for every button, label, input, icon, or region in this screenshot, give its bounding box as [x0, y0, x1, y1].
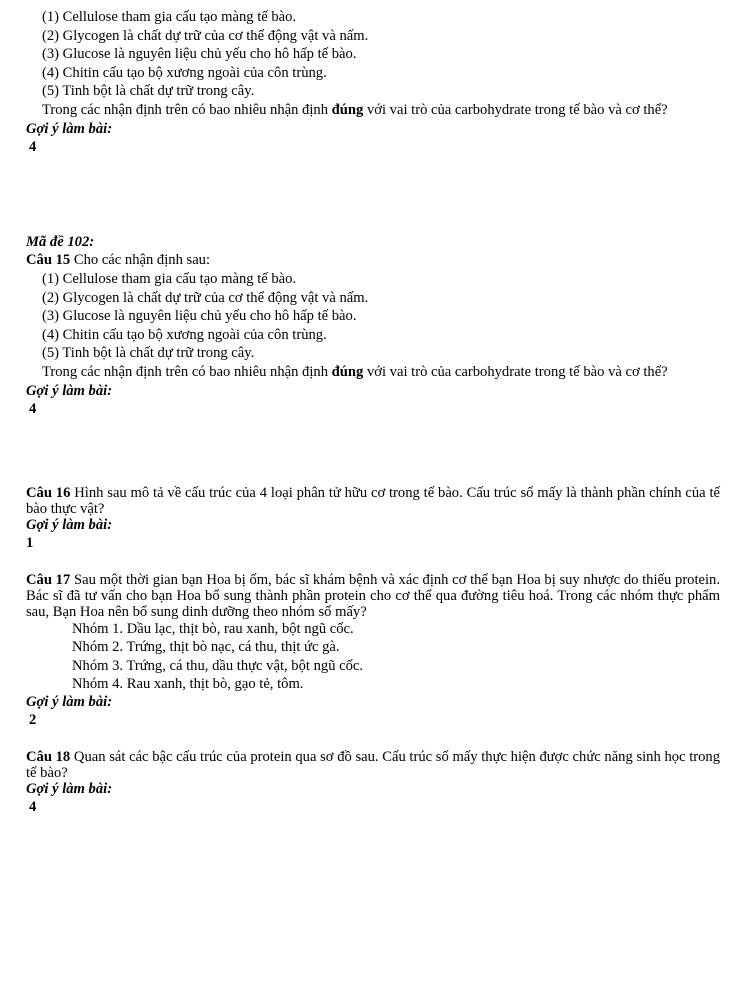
answer-value: 1 [26, 534, 34, 551]
food-group-1: Nhóm 1. Dầu lạc, thịt bò, rau xanh, bột ngũ cốc. [72, 620, 354, 637]
emphasis-correct: đúng [331, 363, 364, 380]
statement-5: (5) Tinh bột là chất dự trữ trong cây. [42, 345, 255, 362]
answer-value: 4 [29, 799, 37, 816]
question-number: Câu 18 [26, 749, 71, 766]
document-page [26, 8, 720, 817]
statement-3: (3) Glucose là nguyên liệu chủ yếu cho hô hấp tế bào. [42, 308, 357, 325]
question-15-block [26, 233, 720, 419]
question-number: Câu 16 [26, 484, 71, 501]
statement-1: (1) Cellulose tham gia cấu tạo màng tế bào. [42, 9, 297, 25]
food-group-2: Nhóm 2. Trứng, thịt bò nạc, cá thu, thịt ức gà. [72, 639, 340, 656]
question-18-block [26, 749, 720, 817]
hint-label: Gợi ý làm bài: [26, 694, 113, 711]
statement-3: (3) Glucose là nguyên liệu chủ yếu cho hô hấp tế bào. [42, 46, 357, 63]
hint-label: Gợi ý làm bài: [26, 781, 113, 798]
statement-4: (4) Chitin cấu tạo bộ xương ngoài của côn trùng. [42, 326, 327, 343]
question-number: Câu 15 [26, 252, 71, 269]
question-16-text: Câu 16 Hình sau mô tả về cấu trúc của 4 loại phân tử hữu cơ trong tế bào. Cấu trúc số mấy là thành phần chính của tế bào thực vật? [26, 484, 720, 517]
answer-value: 4 [29, 401, 37, 418]
food-group-4: Nhóm 4. Rau xanh, thịt bò, gạo tẻ, tôm. [72, 676, 304, 693]
hint-label: Gợi ý làm bài: [26, 120, 113, 137]
statement-5: (5) Tinh bột là chất dự trữ trong cây. [42, 83, 255, 100]
hint-label: Gợi ý làm bài: [26, 382, 113, 399]
hint-label: Gợi ý làm bài: [26, 516, 113, 533]
question-17-text: Câu 17 Sau một thời gian bạn Hoa bị ốm, bác sĩ khám bệnh và xác định cơ thể bạn Hoa bị suy nhược do thiếu protein. Bác sĩ đã tư vấn cho bạn Hoa bổ sung thành phần protein cho cơ thể qua đường tiêu hoá. Trong các nhóm thực phẩm sau, Bạn Hoa nên bổ sung dinh dưỡng theo nhóm số mấy? [26, 571, 721, 620]
question-15-intro: Câu 15 Cho các nhận định sau: [26, 252, 211, 269]
question-block-continued [26, 8, 720, 157]
question-18-text: Câu 18 Quan sát các bậc cấu trúc của protein qua sơ đồ sau. Cấu trúc số mấy thực hiện được chức năng sinh học trong tế bào? [26, 749, 720, 782]
answer-value: 4 [29, 139, 37, 156]
exam-code-label: Mã đề 102: [26, 233, 95, 250]
question-17-block [26, 572, 720, 730]
answer-value: 2 [29, 712, 37, 729]
question-16-block [26, 485, 720, 553]
food-group-3: Nhóm 3. Trứng, cá thu, dầu thực vật, bột ngũ cốc. [72, 657, 364, 674]
statement-4: (4) Chitin cấu tạo bộ xương ngoài của côn trùng. [42, 64, 327, 81]
emphasis-correct: đúng [331, 101, 364, 118]
question-number: Câu 17 [26, 571, 71, 588]
statement-2: (2) Glycogen là chất dự trữ của cơ thể động vật và nấm. [42, 289, 369, 306]
statement-2: (2) Glycogen là chất dự trữ của cơ thể động vật và nấm. [42, 27, 369, 44]
question-text: Trong các nhận định trên có bao nhiêu nhận định đúng với vai trò của carbohydrate trong tế bào và cơ thể? [42, 363, 668, 380]
statement-1: (1) Cellulose tham gia cấu tạo màng tế bào. [42, 270, 297, 287]
question-text: Trong các nhận định trên có bao nhiêu nhận định đúng với vai trò của carbohydrate trong tế bào và cơ thể? [42, 101, 668, 118]
